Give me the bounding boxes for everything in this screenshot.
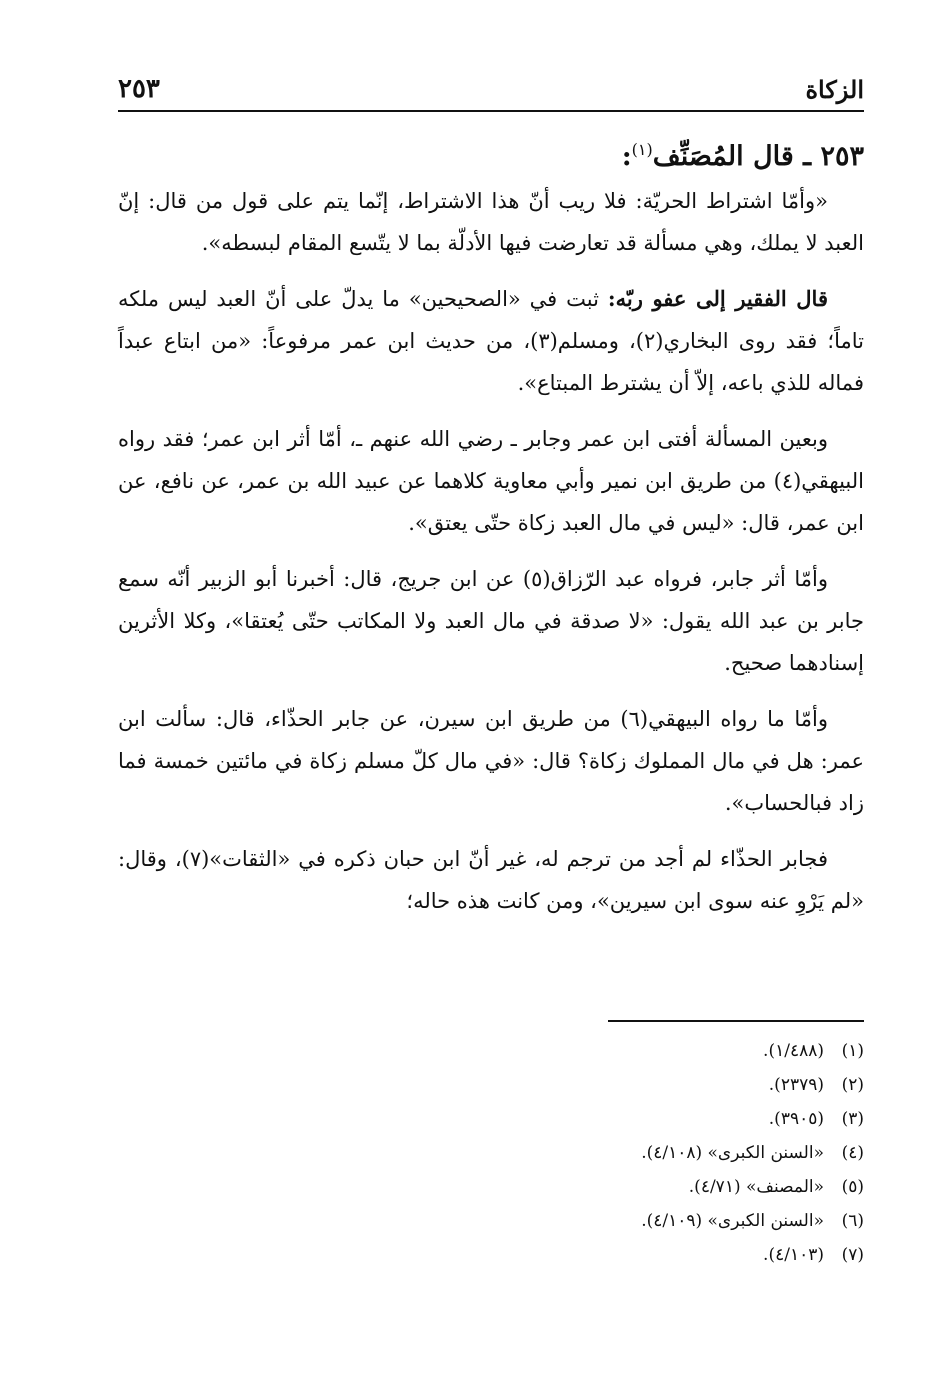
footnote-number: (٥) [841,1177,864,1197]
footnote-text: (١/٤٨٨). [763,1041,824,1061]
section-title [118,140,864,172]
footnote-3 [118,1102,864,1136]
footnote-text: (٢٣٧٩). [768,1075,824,1095]
footnote-text: «المصنف» (٤/٧١). [688,1177,824,1197]
chapter-title: الزكاة [805,75,864,104]
footnote-number: (٧) [841,1245,864,1265]
footnote-divider [608,1020,864,1022]
main-content [118,130,864,936]
paragraph-2 [118,278,864,404]
footnote-number: (٦) [841,1211,864,1231]
footnote-2 [118,1068,864,1102]
footnote-4 [118,1136,864,1170]
footnote-6 [118,1204,864,1238]
paragraph-text: فجابر الحذّاء لم أجد من ترجم له، غير أنّ ابن حبان ذكره في «الثقات»(٧)، وقال: «لم يَرْوِ عنه سوى ابن سيرين»، ومن كانت هذه حاله؛ [118,847,864,913]
paragraph-3 [118,418,864,544]
footnote-text: (٣٩٠٥). [768,1109,824,1129]
paragraph-6 [118,838,864,922]
section-title-ref: (١) [631,140,653,159]
footnote-number: (٤) [841,1143,864,1163]
footnotes [118,1034,864,1272]
page-number: ٢٥٣ [118,74,160,104]
footnote-number: (٣) [841,1109,864,1129]
paragraph-4 [118,558,864,684]
paragraph-text: وبعين المسألة أفتى ابن عمر وجابر ـ رضي الله عنهم ـ، أمّا أثر ابن عمر؛ فقد رواه البيهقي(٤) من طريق ابن نمير وأبي معاوية كلاهما عن عبيد الله بن عمر، عن نافع، عن ابن عمر، قال: «ليس في مال العبد زكاة حتّى يعتق». [118,427,864,535]
footnote-text: «السنن الكبرى» (٤/١٠٨). [641,1143,824,1163]
page-header [118,68,864,112]
footnote-7 [118,1238,864,1272]
paragraph-text: وأمّا أثر جابر، فرواه عبد الرّزاق(٥) عن ابن جريج، قال: أخبرنا أبو الزبير أنّه سمع جابر بن عبد الله يقول: «لا صدقة في مال العبد ولا المكاتب حتّى يُعتقا»، وكلا الأثرين إسنادهما صحيح. [118,567,864,675]
paragraph-5 [118,698,864,824]
paragraph-1 [118,180,864,264]
paragraph-text: «وأمّا اشتراط الحريّة: فلا ريب أنّ هذا الاشتراط، إنّما يتم على قول من قال: إنّ العبد لا يملك، وهي مسألة قد تعارضت فيها الأدلّة بما لا يتّسع المقام لبسطه». [118,189,864,255]
paragraph-text: وأمّا ما رواه البيهقي(٦) من طريق ابن سيرن، عن جابر الحذّاء، قال: سألت ابن عمر: هل في مال المملوك زكاة؟ قال: «في مال كلّ مسلم زكاة في مائتين خمسة فما زاد فبالحساب». [118,707,864,815]
footnote-text: «السنن الكبرى» (٤/١٠٩). [641,1211,824,1231]
section-title-colon: : [621,141,632,172]
paragraph-lead: قال الفقير إلى عفو ربّه: [607,286,828,311]
footnote-number: (١) [841,1041,864,1061]
section-title-text: ٢٥٣ ـ قال المُصَنِّف [652,141,864,172]
footnote-5 [118,1170,864,1204]
paragraph-text: ثبت في «الصحيحين» ما يدلّ على أنّ العبد ليس ملكه تاماً؛ فقد روى البخاري(٢)، ومسلم(٣)، من حديث ابن عمر مرفوعاً: «من ابتاع عبداً فماله للذي باعه، إلاّ أن يشترط المبتاع». [118,287,864,395]
footnote-text: (٤/١٠٣). [763,1245,824,1265]
footnote-number: (٢) [841,1075,864,1095]
footnote-1 [118,1034,864,1068]
